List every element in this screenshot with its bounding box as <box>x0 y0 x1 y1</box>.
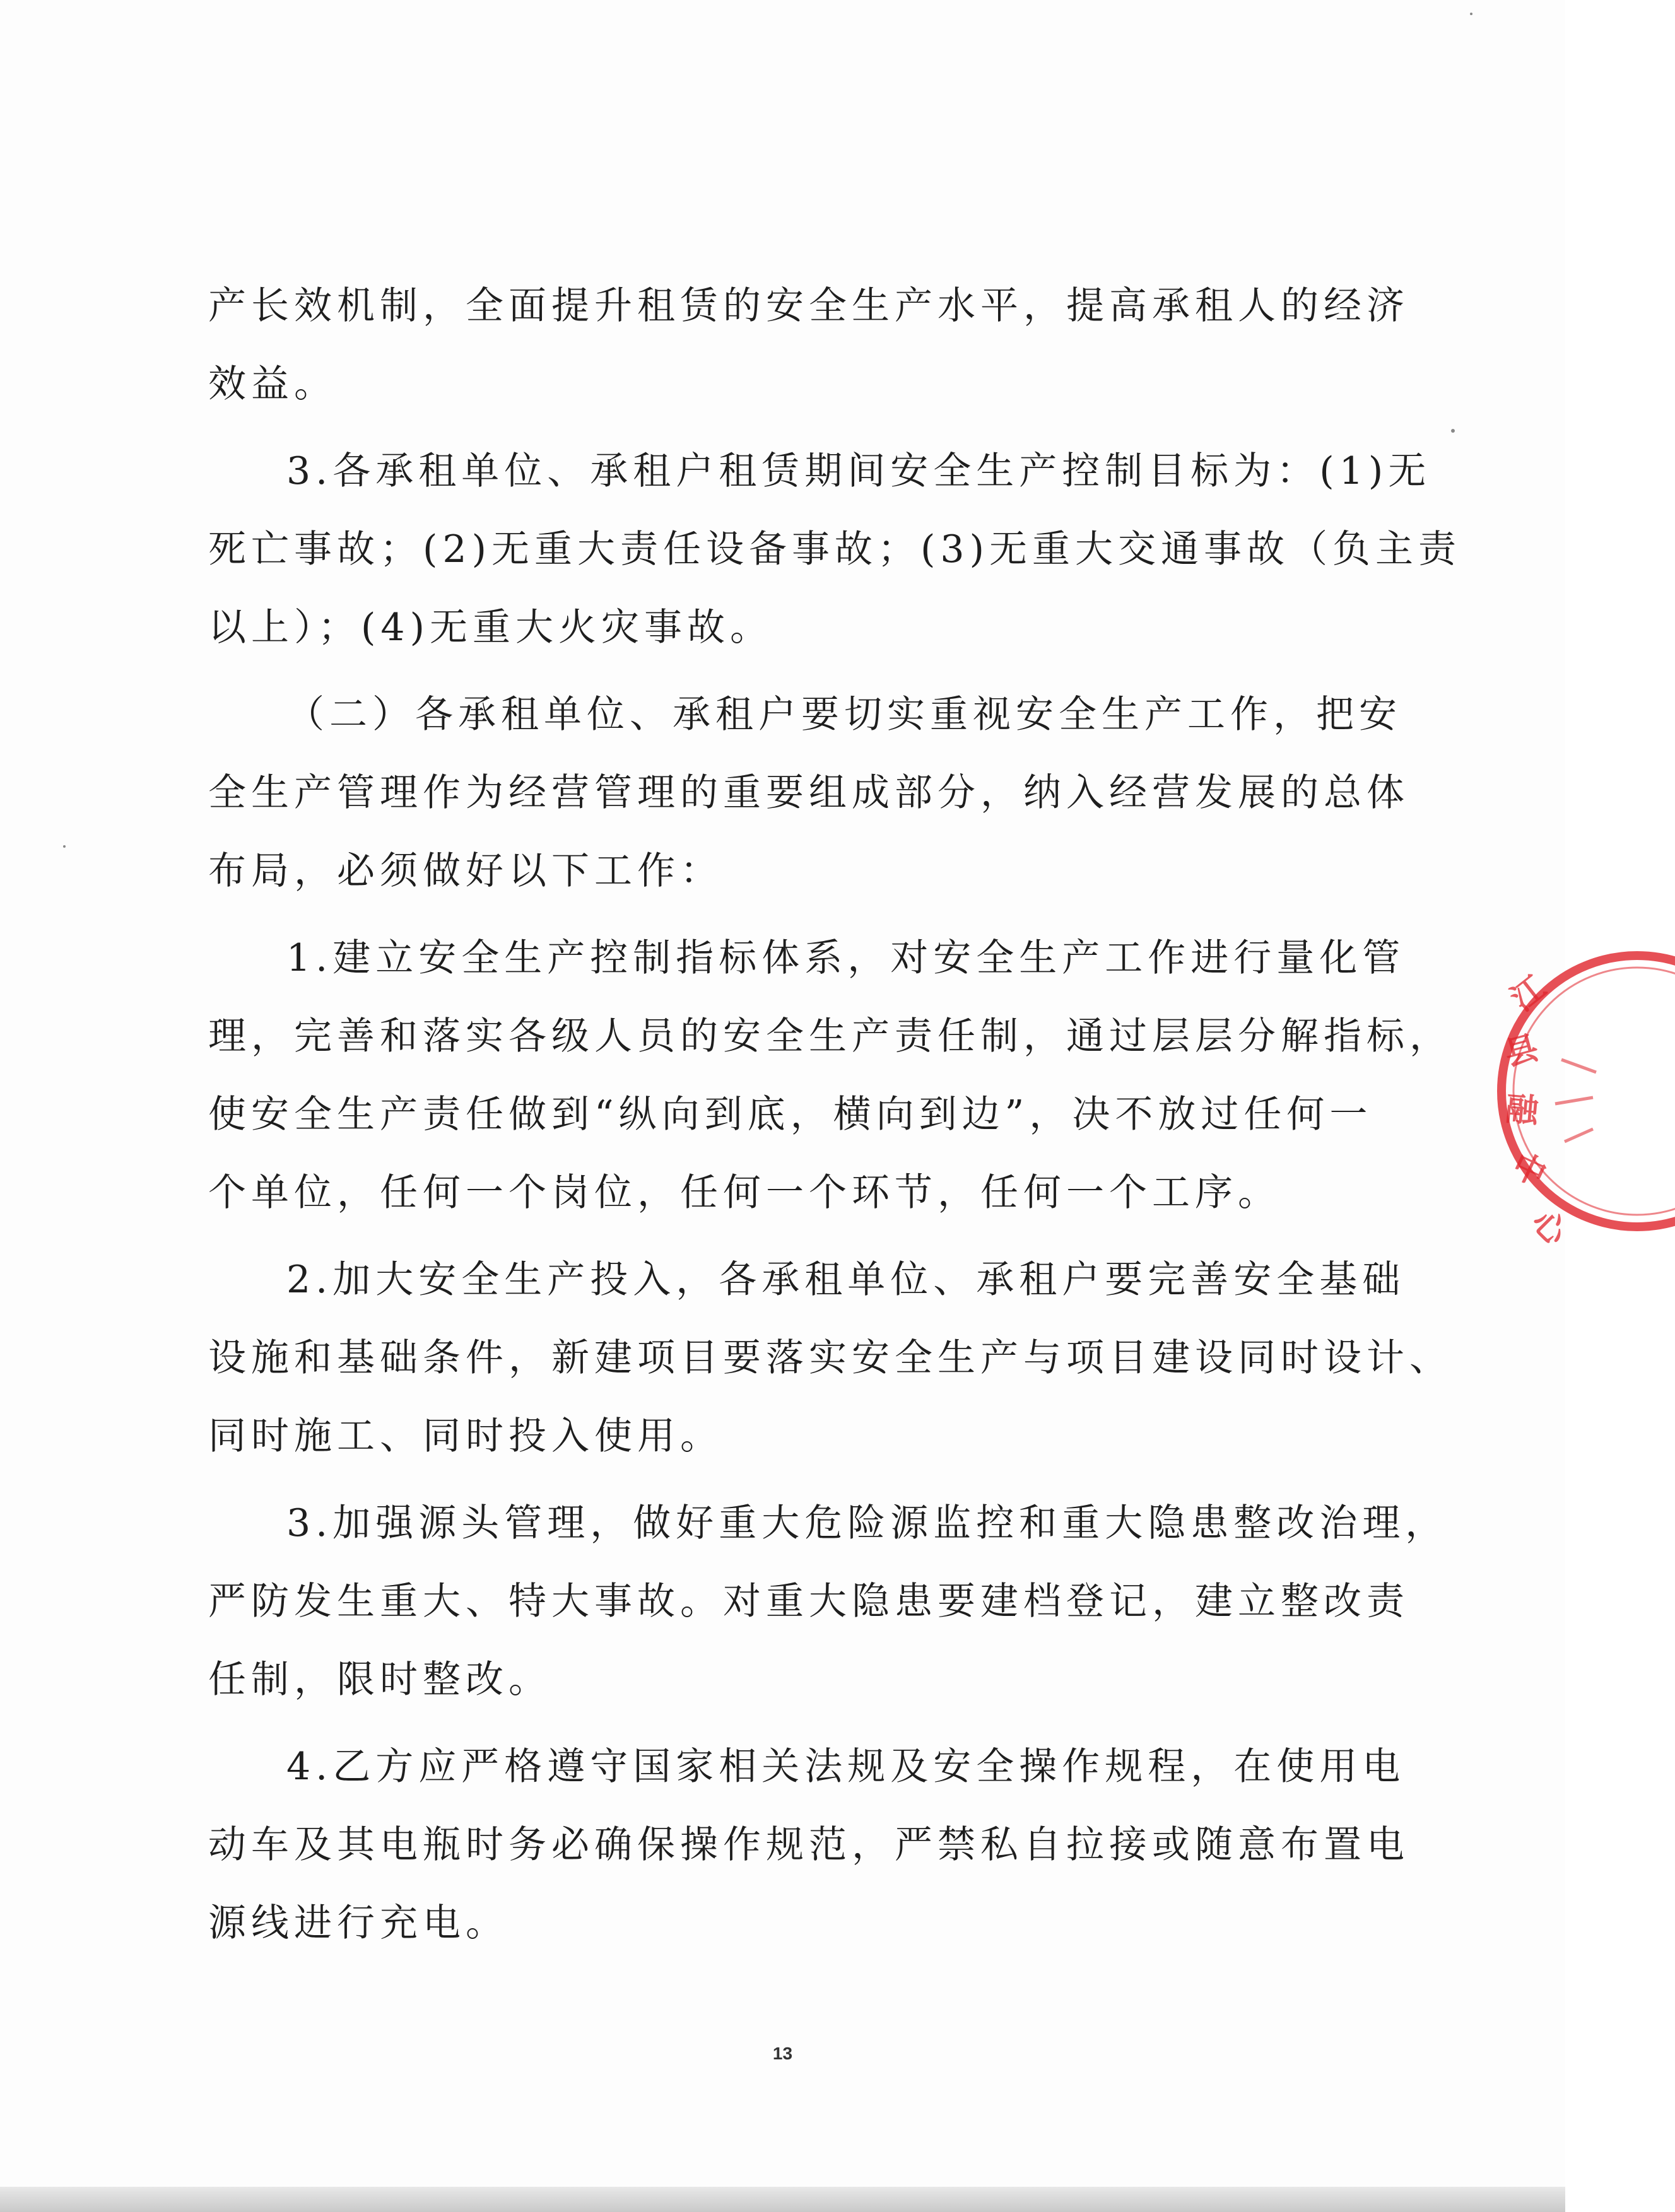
text-line: 以上）；(4)无重大火灾事故。 <box>208 606 773 650</box>
page-number: 13 <box>772 2044 793 2063</box>
text-line: 严防发生重大、特大事故。对重大隐患要建档登记，建立整改责 <box>208 1579 1409 1624</box>
scan-bottom-edge <box>0 2187 1565 2212</box>
text-line: 4.乙方应严格遵守国家相关法规及安全操作规程，在使用电 <box>286 1745 1406 1789</box>
red-seal-stamp <box>1486 940 1675 1253</box>
svg-text:江: 江 <box>1503 968 1553 1019</box>
text-line: 任制，限时整改。 <box>208 1658 551 1702</box>
scan-speck <box>1470 13 1472 15</box>
text-line: 布局，必须做好以下工作： <box>208 849 723 893</box>
text-line: 效益。 <box>208 362 337 406</box>
scan-speck <box>1451 429 1455 433</box>
text-line: 源线进行充电。 <box>208 1901 508 1945</box>
text-line: 3.加强源头管理，做好重大危险源监控和重大隐患整改治理， <box>286 1501 1449 1545</box>
text-line: 2.加大安全生产投入，各承租单位、承租户要完善安全基础 <box>286 1258 1406 1302</box>
text-line: 理，完善和落实各级人员的安全生产责任制，通过层层分解指标， <box>208 1014 1452 1058</box>
text-line: 动车及其电瓶时务必确保操作规范，严禁私自拉接或随意布置电 <box>208 1823 1409 1867</box>
text-line: 3.各承租单位、承租户租赁期间安全生产控制目标为：(1)无 <box>286 449 1431 493</box>
svg-text:中: 中 <box>1506 1145 1553 1195</box>
text-line: 产长效机制，全面提升租赁的安全生产水平，提高承租人的经济 <box>208 284 1409 328</box>
text-line: 同时施工、同时投入使用。 <box>208 1414 723 1458</box>
svg-text:融: 融 <box>1503 1089 1541 1131</box>
text-line: 1.建立安全生产控制指标体系，对安全生产工作进行量化管 <box>286 936 1406 980</box>
text-line: 设施和基础条件，新建项目要落实安全生产与项目建设同时设计、 <box>208 1336 1452 1380</box>
text-line: 死亡事故；(2)无重大责任设备事故；(3)无重大交通事故（负主责 <box>208 527 1461 571</box>
text-line: 使安全生产责任做到“纵向到底，横向到边”，决不放过任何一 <box>208 1092 1373 1137</box>
svg-text:县: 县 <box>1500 1028 1543 1074</box>
svg-text:心: 心 <box>1524 1202 1575 1253</box>
scan-speck <box>63 845 66 848</box>
text-line: 个单位，任何一个岗位，任何一个环节，任何一个工序。 <box>208 1171 1281 1215</box>
text-line: 全生产管理作为经营管理的重要组成部分，纳入经营发展的总体 <box>208 771 1409 815</box>
section-heading-line: （二）各承租单位、承租户要切实重视安全生产工作，把安 <box>286 693 1402 737</box>
